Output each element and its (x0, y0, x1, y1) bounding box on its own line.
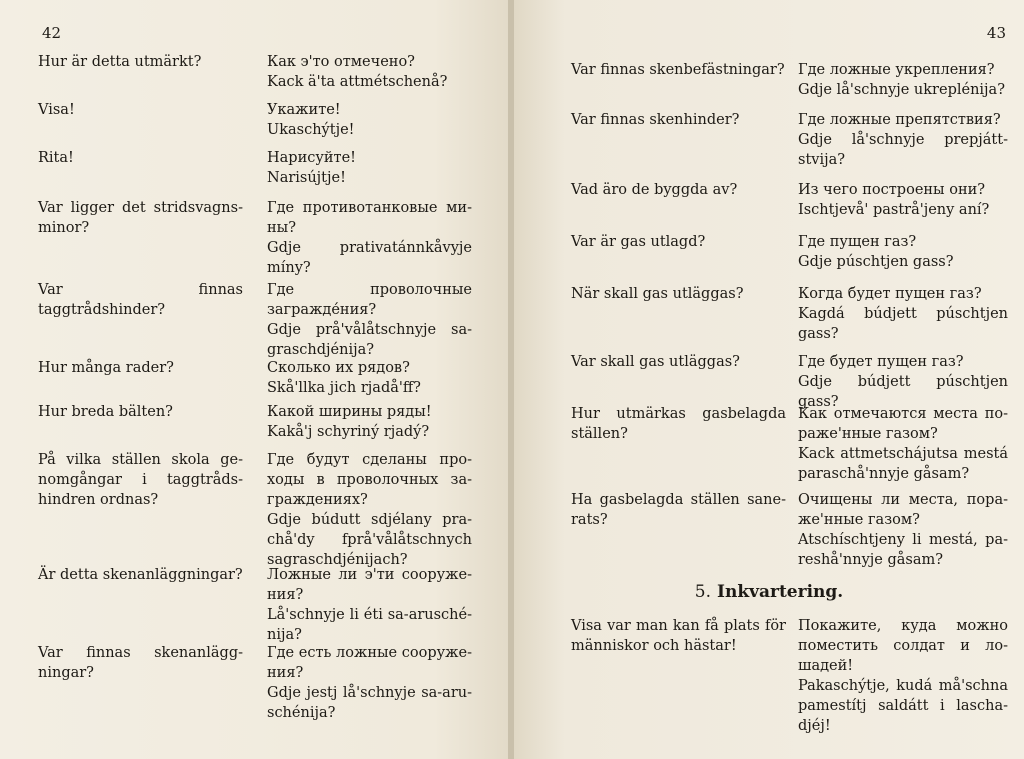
transliteration: Gdje búdjett púschtjen gass? (798, 374, 1008, 410)
swedish-phrase: Var ligger det stridsvagns-minor? (38, 200, 243, 236)
cyrillic-text: Как отмечаются места по-раже'нные газом? (798, 406, 1008, 442)
transliteration: Lå'schnyje li éti sa-arusché-nija? (267, 607, 472, 643)
russian-translation (267, 100, 472, 140)
russian-translation (798, 404, 1008, 484)
transliteration: Skå'llka jich rjadå'ff? (267, 380, 421, 396)
swedish-phrase: Ha gasbelagda ställen sane-rats? (571, 492, 786, 528)
cyrillic-text: Укажите! (267, 102, 341, 118)
section-title: Inkvartering. (717, 582, 844, 602)
transliteration: Kack attmetschájutsa mestá paraschå'nnyje gåsam? (798, 446, 1008, 482)
transliteration: Kagdá búdjett púschtjen gass? (798, 306, 1008, 342)
cyrillic-text: Где ложные укрепления? (798, 62, 995, 78)
swedish-phrase: Var är gas utlagd? (571, 234, 706, 250)
cyrillic-text: Покажите, куда можно поместить солдат и ло-шадей! (798, 618, 1008, 674)
swedish-phrase: Är detta skenanläggningar? (38, 567, 243, 583)
swedish-phrase: Rita! (38, 150, 74, 166)
swedish-phrase: Var finnas taggtrådshinder? (38, 282, 243, 318)
section-number: 5. (694, 582, 712, 602)
transliteration: Ukaschýtje! (267, 122, 355, 138)
swedish-phrase: Var finnas skenbefästningar? (571, 62, 785, 78)
cyrillic-text: Нарисуйте! (267, 150, 356, 166)
cyrillic-text: Где противотанковые ми-ны? (267, 200, 472, 236)
swedish-phrase: När skall gas utläggas? (571, 286, 744, 302)
swedish-phrase: Var skall gas utläggas? (571, 354, 740, 370)
transliteration: Pakaschýtje, kudá må'schna pamestítj saldátt i lascha-djéj! (798, 678, 1008, 734)
russian-translation (267, 643, 472, 723)
section-heading (514, 582, 1024, 602)
russian-translation (267, 280, 472, 360)
transliteration: Ischtjevå' pastrå'jeny aní? (798, 202, 990, 218)
swedish-phrase: Var finnas skenhinder? (571, 112, 740, 128)
cyrillic-text: Какой ширины ряды! (267, 404, 432, 420)
cyrillic-text: Как э'то отмечено? (267, 54, 415, 70)
transliteration: Gdje púschtjen gass? (798, 254, 954, 270)
cyrillic-text: Где проволочные загражде́ния? (267, 282, 472, 318)
swedish-phrase: Hur breda bälten? (38, 404, 173, 420)
russian-translation (798, 110, 1008, 170)
page-number: 42 (42, 24, 62, 42)
transliteration: Gdje jestj lå'schnyje sa-aru-schénija? (267, 685, 472, 721)
swedish-phrase: Hur många rader? (38, 360, 174, 376)
cyrillic-text: Где есть ложные сооруже-ния? (267, 645, 472, 681)
swedish-phrase: Vad äro de byggda av? (571, 182, 738, 198)
transliteration: Kack ä'ta attmétschenå? (267, 74, 448, 90)
russian-translation (798, 490, 1008, 570)
russian-translation (798, 352, 1008, 412)
transliteration: Kakå'j schyriný rjadý? (267, 424, 430, 440)
transliteration: Narisújtje! (267, 170, 346, 186)
russian-translation (267, 358, 472, 398)
left-page (0, 0, 510, 759)
cyrillic-text: Когда будет пущен газ? (798, 286, 982, 302)
cyrillic-text: Где ложные препятствия? (798, 112, 1001, 128)
russian-translation (798, 284, 1008, 344)
russian-translation (267, 450, 472, 570)
cyrillic-text: Где пущен газ? (798, 234, 917, 250)
russian-translation (798, 60, 1008, 100)
swedish-phrase: Visa! (38, 102, 75, 118)
russian-translation (798, 616, 1008, 736)
swedish-phrase: Visa var man kan få plats för människor och hästar! (571, 618, 786, 654)
right-page (514, 0, 1024, 759)
transliteration: Gdje lå'schnyje prepjátt-stvija? (798, 132, 1008, 168)
transliteration: Gdje prativatánnkåvyje míny? (267, 240, 472, 276)
transliteration: Gdje búdutt sdjélany pra-chå'dy fprå'vålåtschnych sagraschdjénijach? (267, 512, 472, 568)
swedish-phrase: På vilka ställen skola ge-nomgångar i taggtråds-hindren ordnas? (38, 452, 243, 508)
cyrillic-text: Ложные ли э'ти сооруже-ния? (267, 567, 472, 603)
transliteration: Gdje lå'schnyje ukreplénija? (798, 82, 1005, 98)
page-number: 43 (986, 24, 1006, 42)
russian-translation (267, 52, 472, 92)
cyrillic-text: Очищены ли места, пора-же'нные газом? (798, 492, 1008, 528)
russian-translation (267, 148, 472, 188)
russian-translation (798, 180, 1008, 220)
swedish-phrase: Hur utmärkas gasbelagda ställen? (571, 406, 786, 442)
russian-translation (267, 198, 472, 278)
cyrillic-text: Где будут сделаны про-ходы в проволочных за-граждениях? (267, 452, 472, 508)
swedish-phrase: Var finnas skenanlägg-ningar? (38, 645, 243, 681)
russian-translation (798, 232, 1008, 272)
cyrillic-text: Сколько их рядов? (267, 360, 410, 376)
swedish-phrase: Hur är detta utmärkt? (38, 54, 202, 70)
transliteration: Atschíschtjeny li mestá, pa-reshå'nnyje gåsam? (798, 532, 1008, 568)
russian-translation (267, 565, 472, 645)
cyrillic-text: Из чего построены они? (798, 182, 986, 198)
transliteration: Gdje prå'vålåtschnyje sa-graschdjénija? (267, 322, 472, 358)
russian-translation (267, 402, 472, 442)
cyrillic-text: Где будет пущен газ? (798, 354, 964, 370)
